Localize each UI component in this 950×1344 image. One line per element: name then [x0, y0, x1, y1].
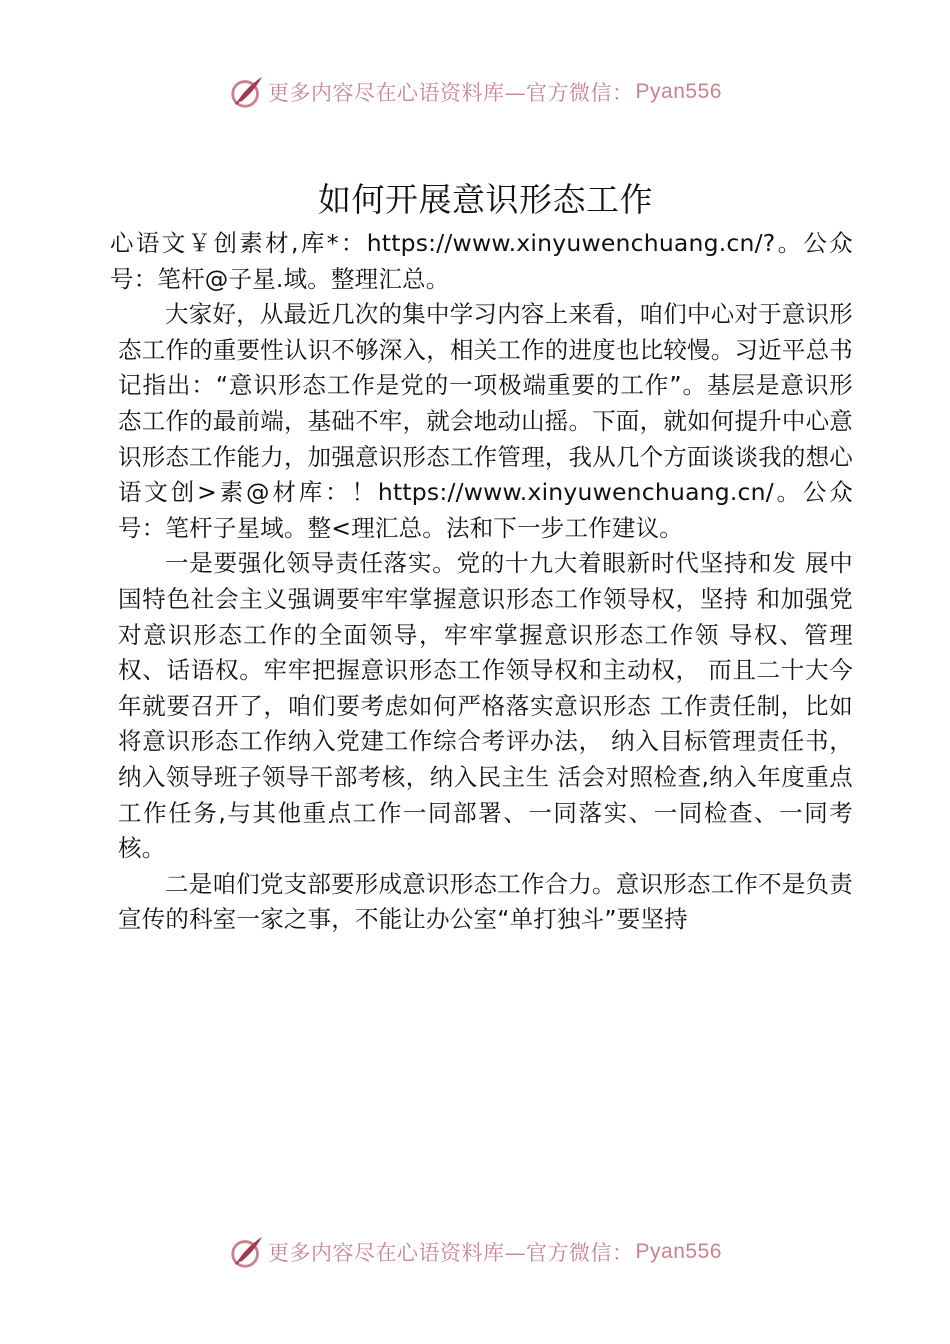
footer-watermark	[0, 1232, 950, 1272]
paragraph: 大家好，从最近几次的集中学习内容上来看，咱们中心对于意识形态工作的重要性认识不够深入，相关工作的进度也比较慢。习近平总书记指出：“意识形态工作是党的一项极端重要的工作”。基层是意识形态工作的最前端，基础不牢，就会地动山摇。下面，就如何提升中心意识形态工作能力，加强意识形态工作管理，我从几个方面谈谈我的想心语文创>素@材库：！https://www.xinyuwenchuang.cn/。公众号：笔杆子星域。整<理汇总。法和下一步工作建议。	[118, 300, 853, 542]
document-body	[110, 178, 853, 938]
paragraph: 二是咱们党支部要形成意识形态工作合力。意识形态工作不是负责宣传的科室一家之事，不能让办公室“单打独斗”要坚持	[118, 869, 853, 934]
watermark-text: 更多内容尽在心语资料库—官方微信：	[268, 81, 634, 105]
header-watermark	[0, 72, 950, 112]
quill-logo-icon	[228, 73, 266, 111]
source-note: 心语文￥创素材,库*：https://www.xinyuwenchuang.cn/?。公众号：笔杆@子星.域。整理汇总。	[110, 229, 853, 293]
paragraph: 一是要强化领导责任落实。党的十九大着眼新时代坚持和发 展中国特色社会主义强调要牢牢掌握意识形态工作领导权，坚持 和加强党对意识形态工作的全面领导，牢牢掌握意识形态工作领 导权、管理权、话语权。牢牢把握意识形态工作领导权和主动权， 而且二十大今年就要召开了，咱们要考虑如何严格落实意识形态 工作责任制，比如将意识形态工作纳入党建工作综合考评办法， 纳入目标管理责任书，纳入领导班子领导干部考核，纳入民主生 活会对照检查,纳入年度重点工作任务,与其他重点工作一同部署、一同落实、一同检查、一同考核。	[118, 549, 853, 863]
watermark-wechat-id: Pyan556	[635, 80, 722, 103]
quill-logo-icon	[228, 1233, 266, 1271]
watermark-text: 更多内容尽在心语资料库—官方微信：	[268, 1241, 634, 1265]
document-title: 如何开展意识形态工作	[318, 180, 653, 219]
watermark-wechat-id: Pyan556	[635, 1240, 722, 1263]
